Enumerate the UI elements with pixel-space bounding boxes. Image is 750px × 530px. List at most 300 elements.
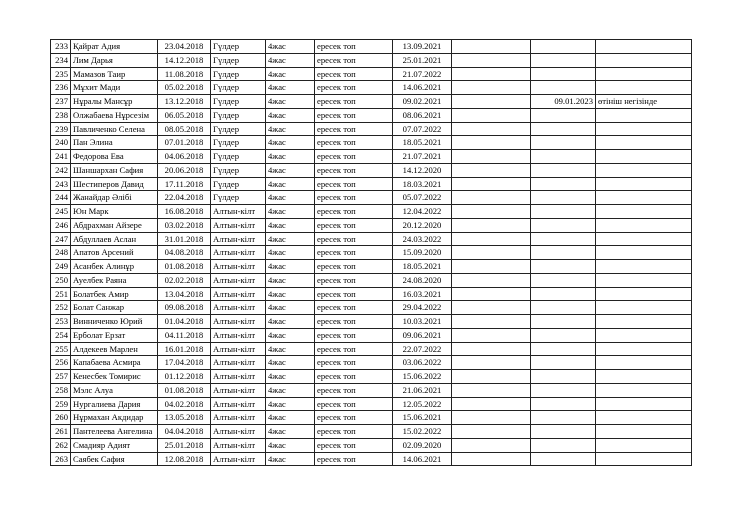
row-number-cell: 251 [51,287,71,301]
table-row [51,246,692,260]
age-cell: 4жас [266,40,315,54]
leave-reason-cell [596,191,692,205]
note-cell [452,67,531,81]
row-number-cell: 239 [51,122,71,136]
leave-date-cell [531,122,596,136]
group-name-cell: Гүлдер [211,163,266,177]
birth-date-cell: 13.12.2018 [158,95,211,109]
birth-date-cell: 06.05.2018 [158,108,211,122]
group-name-cell: Алтын-кілт [211,397,266,411]
child-name-cell: Ерболат Ерзат [71,328,158,342]
group-level-cell: ересек топ [315,383,393,397]
table-row [51,370,692,384]
row-number-cell: 248 [51,246,71,260]
row-number-cell: 237 [51,95,71,109]
note-cell [452,177,531,191]
group-level-cell: ересек топ [315,301,393,315]
group-level-cell: ересек топ [315,411,393,425]
age-cell: 4жас [266,81,315,95]
row-number-cell: 252 [51,301,71,315]
children-roster-table [50,39,692,466]
enrollment-date-cell: 18.05.2021 [393,136,452,150]
group-level-cell: ересек топ [315,205,393,219]
group-name-cell: Алтын-кілт [211,411,266,425]
birth-date-cell: 01.04.2018 [158,315,211,329]
enrollment-date-cell: 09.06.2021 [393,328,452,342]
note-cell [452,328,531,342]
leave-date-cell [531,342,596,356]
table-row [51,232,692,246]
table-row [51,438,692,452]
group-level-cell: ересек топ [315,273,393,287]
group-name-cell: Гүлдер [211,95,266,109]
child-name-cell: Мамазов Таир [71,67,158,81]
enrollment-date-cell: 13.09.2021 [393,40,452,54]
child-name-cell: Олжабаева Нұрсезім [71,108,158,122]
child-name-cell: Нургалиева Дария [71,397,158,411]
group-name-cell: Гүлдер [211,67,266,81]
birth-date-cell: 01.08.2018 [158,383,211,397]
age-cell: 4жас [266,95,315,109]
group-level-cell: ересек топ [315,191,393,205]
group-name-cell: Алтын-кілт [211,287,266,301]
enrollment-date-cell: 15.06.2021 [393,411,452,425]
note-cell [452,122,531,136]
leave-date-cell [531,40,596,54]
group-level-cell: ересек топ [315,246,393,260]
row-number-cell: 246 [51,218,71,232]
row-number-cell: 255 [51,342,71,356]
child-name-cell: Шаншархан Сафия [71,163,158,177]
birth-date-cell: 04.02.2018 [158,397,211,411]
table-row [51,315,692,329]
leave-reason-cell [596,177,692,191]
note-cell [452,232,531,246]
group-level-cell: ересек топ [315,370,393,384]
note-cell [452,81,531,95]
leave-reason-cell [596,67,692,81]
note-cell [452,425,531,439]
age-cell: 4жас [266,452,315,466]
leave-reason-cell [596,205,692,219]
group-level-cell: ересек топ [315,81,393,95]
group-name-cell: Гүлдер [211,122,266,136]
child-name-cell: Юн Марк [71,205,158,219]
enrollment-date-cell: 02.09.2020 [393,438,452,452]
enrollment-date-cell: 10.03.2021 [393,315,452,329]
leave-date-cell [531,356,596,370]
leave-date-cell [531,328,596,342]
row-number-cell: 243 [51,177,71,191]
leave-reason-cell [596,163,692,177]
leave-reason-cell [596,315,692,329]
age-cell: 4жас [266,342,315,356]
child-name-cell: Нұралы Мансұр [71,95,158,109]
leave-date-cell [531,370,596,384]
birth-date-cell: 17.11.2018 [158,177,211,191]
group-level-cell: ересек топ [315,122,393,136]
group-name-cell: Алтын-кілт [211,218,266,232]
note-cell [452,150,531,164]
birth-date-cell: 13.04.2018 [158,287,211,301]
leave-date-cell [531,383,596,397]
enrollment-date-cell: 24.08.2020 [393,273,452,287]
age-cell: 4жас [266,260,315,274]
enrollment-date-cell: 24.03.2022 [393,232,452,246]
row-number-cell: 244 [51,191,71,205]
table-row [51,53,692,67]
group-name-cell: Гүлдер [211,53,266,67]
birth-date-cell: 13.05.2018 [158,411,211,425]
table-row [51,163,692,177]
row-number-cell: 254 [51,328,71,342]
note-cell [452,287,531,301]
age-cell: 4жас [266,315,315,329]
child-name-cell: Алдекеев Марлен [71,342,158,356]
row-number-cell: 256 [51,356,71,370]
table-row [51,328,692,342]
age-cell: 4жас [266,122,315,136]
table-row [51,287,692,301]
birth-date-cell: 11.08.2018 [158,67,211,81]
leave-date-cell [531,273,596,287]
child-name-cell: Павличенко Селена [71,122,158,136]
group-level-cell: ересек топ [315,95,393,109]
leave-date-cell [531,191,596,205]
table-row [51,452,692,466]
leave-date-cell [531,246,596,260]
birth-date-cell: 07.01.2018 [158,136,211,150]
child-name-cell: Қайрат Адия [71,40,158,54]
enrollment-date-cell: 09.02.2021 [393,95,452,109]
leave-date-cell [531,67,596,81]
leave-date-cell [531,108,596,122]
enrollment-date-cell: 14.06.2021 [393,452,452,466]
row-number-cell: 235 [51,67,71,81]
enrollment-date-cell: 22.07.2022 [393,342,452,356]
leave-reason-cell [596,383,692,397]
group-level-cell: ересек топ [315,356,393,370]
group-name-cell: Алтын-кілт [211,301,266,315]
table-row [51,95,692,109]
birth-date-cell: 01.12.2018 [158,370,211,384]
group-name-cell: Гүлдер [211,40,266,54]
note-cell [452,95,531,109]
enrollment-date-cell: 29.04.2022 [393,301,452,315]
leave-reason-cell [596,108,692,122]
table-row [51,40,692,54]
row-number-cell: 242 [51,163,71,177]
row-number-cell: 259 [51,397,71,411]
group-level-cell: ересек топ [315,425,393,439]
note-cell [452,273,531,287]
group-name-cell: Алтын-кілт [211,232,266,246]
group-level-cell: ересек топ [315,108,393,122]
enrollment-date-cell: 18.03.2021 [393,177,452,191]
note-cell [452,301,531,315]
row-number-cell: 236 [51,81,71,95]
group-level-cell: ересек топ [315,136,393,150]
table-row [51,218,692,232]
birth-date-cell: 08.05.2018 [158,122,211,136]
leave-date-cell [531,425,596,439]
table-row [51,67,692,81]
group-level-cell: ересек топ [315,218,393,232]
leave-reason-cell [596,370,692,384]
enrollment-date-cell: 15.06.2022 [393,370,452,384]
group-name-cell: Алтын-кілт [211,205,266,219]
enrollment-date-cell: 08.06.2021 [393,108,452,122]
leave-reason-cell [596,287,692,301]
child-name-cell: Кенесбек Томирис [71,370,158,384]
child-name-cell: Жанайдар Әлібі [71,191,158,205]
leave-date-cell [531,81,596,95]
table-row [51,108,692,122]
enrollment-date-cell: 25.01.2021 [393,53,452,67]
row-number-cell: 253 [51,315,71,329]
leave-date-cell [531,315,596,329]
group-level-cell: ересек топ [315,438,393,452]
group-name-cell: Алтын-кілт [211,328,266,342]
child-name-cell: Винниченко Юрий [71,315,158,329]
group-name-cell: Алтын-кілт [211,452,266,466]
table-row [51,397,692,411]
birth-date-cell: 05.02.2018 [158,81,211,95]
child-name-cell: Смадияр Адият [71,438,158,452]
age-cell: 4жас [266,67,315,81]
leave-reason-cell [596,356,692,370]
age-cell: 4жас [266,150,315,164]
group-level-cell: ересек топ [315,260,393,274]
roster-body [51,40,692,466]
age-cell: 4жас [266,356,315,370]
birth-date-cell: 02.02.2018 [158,273,211,287]
enrollment-date-cell: 15.02.2022 [393,425,452,439]
note-cell [452,452,531,466]
group-name-cell: Алтын-кілт [211,246,266,260]
row-number-cell: 233 [51,40,71,54]
enrollment-date-cell: 05.07.2022 [393,191,452,205]
leave-date-cell: 09.01.2023 [531,95,596,109]
row-number-cell: 240 [51,136,71,150]
table-row [51,205,692,219]
table-row [51,411,692,425]
leave-reason-cell [596,40,692,54]
note-cell [452,342,531,356]
birth-date-cell: 09.08.2018 [158,301,211,315]
child-name-cell: Мұхит Мади [71,81,158,95]
note-cell [452,356,531,370]
child-name-cell: Федорова Ева [71,150,158,164]
child-name-cell: Пан Элина [71,136,158,150]
birth-date-cell: 04.04.2018 [158,425,211,439]
group-level-cell: ересек топ [315,40,393,54]
leave-reason-cell [596,150,692,164]
group-level-cell: ересек топ [315,150,393,164]
leave-date-cell [531,53,596,67]
enrollment-date-cell: 21.07.2021 [393,150,452,164]
note-cell [452,260,531,274]
leave-date-cell [531,301,596,315]
group-level-cell: ересек топ [315,342,393,356]
leave-date-cell [531,287,596,301]
birth-date-cell: 14.12.2018 [158,53,211,67]
age-cell: 4жас [266,425,315,439]
birth-date-cell: 04.06.2018 [158,150,211,164]
leave-reason-cell [596,53,692,67]
child-name-cell: Капабаева Асмира [71,356,158,370]
row-number-cell: 257 [51,370,71,384]
birth-date-cell: 03.02.2018 [158,218,211,232]
age-cell: 4жас [266,136,315,150]
group-level-cell: ересек топ [315,315,393,329]
group-name-cell: Алтын-кілт [211,370,266,384]
group-name-cell: Гүлдер [211,136,266,150]
child-name-cell: Саябек Сафия [71,452,158,466]
leave-date-cell [531,218,596,232]
age-cell: 4жас [266,438,315,452]
group-level-cell: ересек топ [315,163,393,177]
group-name-cell: Алтын-кілт [211,273,266,287]
age-cell: 4жас [266,301,315,315]
row-number-cell: 262 [51,438,71,452]
row-number-cell: 258 [51,383,71,397]
birth-date-cell: 22.04.2018 [158,191,211,205]
leave-date-cell [531,177,596,191]
enrollment-date-cell: 21.07.2022 [393,67,452,81]
birth-date-cell: 01.08.2018 [158,260,211,274]
child-name-cell: Болат Санжар [71,301,158,315]
table-row [51,150,692,164]
note-cell [452,370,531,384]
leave-date-cell [531,136,596,150]
group-level-cell: ересек топ [315,287,393,301]
note-cell [452,315,531,329]
birth-date-cell: 04.08.2018 [158,246,211,260]
leave-date-cell [531,163,596,177]
row-number-cell: 260 [51,411,71,425]
birth-date-cell: 25.01.2018 [158,438,211,452]
child-name-cell: Абдрахман Айзере [71,218,158,232]
leave-reason-cell [596,81,692,95]
age-cell: 4жас [266,205,315,219]
row-number-cell: 249 [51,260,71,274]
note-cell [452,205,531,219]
leave-reason-cell [596,301,692,315]
note-cell [452,136,531,150]
birth-date-cell: 31.01.2018 [158,232,211,246]
child-name-cell: Ауелбек Раяна [71,273,158,287]
table-row [51,81,692,95]
leave-date-cell [531,232,596,246]
table-row [51,177,692,191]
child-name-cell: Пантелеева Ангелина [71,425,158,439]
table-row [51,383,692,397]
note-cell [452,438,531,452]
enrollment-date-cell: 14.06.2021 [393,81,452,95]
enrollment-date-cell: 20.12.2020 [393,218,452,232]
row-number-cell: 238 [51,108,71,122]
leave-reason-cell [596,122,692,136]
group-level-cell: ересек топ [315,397,393,411]
row-number-cell: 245 [51,205,71,219]
leave-reason-cell [596,452,692,466]
leave-reason-cell [596,397,692,411]
birth-date-cell: 12.08.2018 [158,452,211,466]
age-cell: 4жас [266,273,315,287]
enrollment-date-cell: 18.05.2021 [393,260,452,274]
age-cell: 4жас [266,108,315,122]
group-name-cell: Алтын-кілт [211,356,266,370]
group-name-cell: Алтын-кілт [211,438,266,452]
leave-reason-cell [596,136,692,150]
table-row [51,191,692,205]
group-name-cell: Гүлдер [211,191,266,205]
row-number-cell: 241 [51,150,71,164]
leave-reason-cell [596,218,692,232]
group-name-cell: Гүлдер [211,177,266,191]
leave-reason-cell [596,411,692,425]
leave-reason-cell [596,438,692,452]
leave-reason-cell [596,273,692,287]
group-level-cell: ересек топ [315,452,393,466]
leave-reason-cell: өтініш негізінде [596,95,692,109]
table-row [51,301,692,315]
table-row [51,122,692,136]
group-name-cell: Алтын-кілт [211,425,266,439]
age-cell: 4жас [266,370,315,384]
age-cell: 4жас [266,218,315,232]
row-number-cell: 263 [51,452,71,466]
group-name-cell: Алтын-кілт [211,315,266,329]
leave-date-cell [531,411,596,425]
age-cell: 4жас [266,191,315,205]
age-cell: 4жас [266,246,315,260]
note-cell [452,108,531,122]
birth-date-cell: 04.11.2018 [158,328,211,342]
group-level-cell: ересек топ [315,232,393,246]
age-cell: 4жас [266,163,315,177]
note-cell [452,163,531,177]
enrollment-date-cell: 12.05.2022 [393,397,452,411]
age-cell: 4жас [266,411,315,425]
note-cell [452,411,531,425]
child-name-cell: Шестиперов Давид [71,177,158,191]
child-name-cell: Нұрмахан Акдидар [71,411,158,425]
group-name-cell: Гүлдер [211,108,266,122]
group-name-cell: Алтын-кілт [211,260,266,274]
row-number-cell: 234 [51,53,71,67]
leave-reason-cell [596,246,692,260]
note-cell [452,246,531,260]
group-level-cell: ересек топ [315,53,393,67]
enrollment-date-cell: 16.03.2021 [393,287,452,301]
child-name-cell: Лим Дарья [71,53,158,67]
child-name-cell: Абдуллаев Аслан [71,232,158,246]
note-cell [452,53,531,67]
age-cell: 4жас [266,53,315,67]
age-cell: 4жас [266,383,315,397]
table-row [51,342,692,356]
row-number-cell: 261 [51,425,71,439]
leave-date-cell [531,150,596,164]
table-row [51,425,692,439]
enrollment-date-cell: 03.06.2022 [393,356,452,370]
leave-reason-cell [596,232,692,246]
leave-reason-cell [596,328,692,342]
age-cell: 4жас [266,177,315,191]
leave-date-cell [531,260,596,274]
